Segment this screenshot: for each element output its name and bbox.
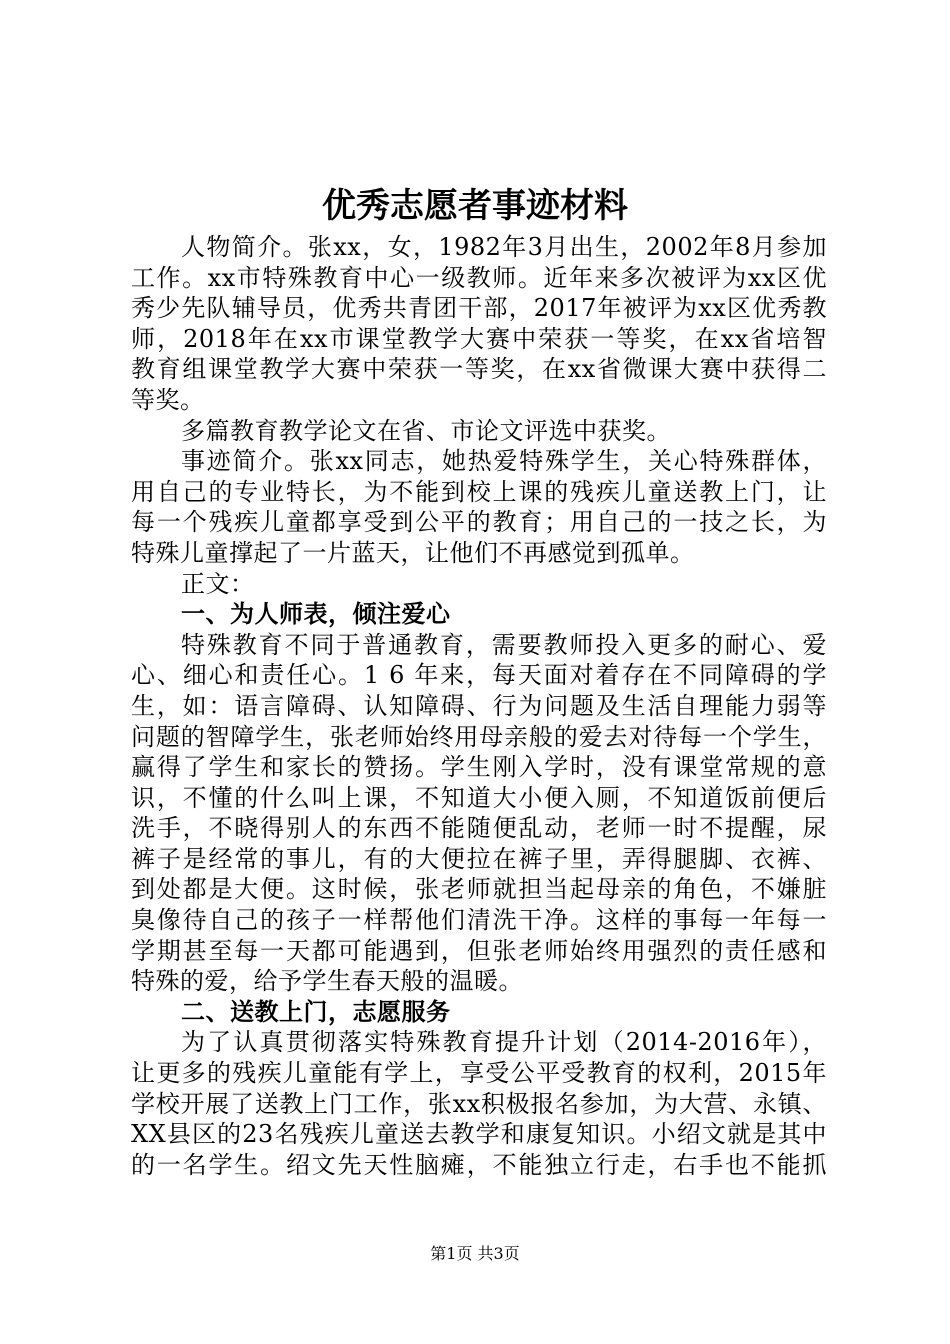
paragraph-line: 到处都是大便。这时候，张老师就担当起母亲的角色，不嫌脏	[131, 875, 827, 904]
paragraph-line: 识，不懂的什么叫上课，不知道大小便入厕，不知道饭前便后	[131, 783, 827, 812]
paragraph-line: 人物简介。张xx，女，1982年3月出生，2002年8月参加	[181, 233, 827, 261]
paragraph-line: 赢得了学生和家长的赞扬。学生刚入学时，没有课堂常规的意	[131, 753, 827, 782]
paragraph-line: 问题的智障学生，张老师始终用母亲般的爱去对待每一个学生，	[131, 722, 827, 751]
paragraph-line: 正文：	[181, 569, 255, 598]
paragraph-line: 秀少先队辅导员，优秀共青团干部，2017年被评为xx区优秀教	[131, 294, 827, 323]
section-heading: 二、送教上门，志愿服务	[181, 996, 451, 1026]
paragraph-line: 洗手，不晓得别人的东西不能随便乱动，老师一时不提醒，尿	[131, 814, 827, 843]
paragraph-line: 学校开展了送教上门工作，张xx积极报名参加，为大营、永镇、	[131, 1089, 827, 1118]
paragraph-line: 为了认真贯彻落实特殊教育提升计划（2014-2016年），	[181, 1028, 827, 1057]
paragraph-line: 特殊教育不同于普通教育，需要教师投入更多的耐心、爱	[181, 630, 827, 659]
paragraph-line: 多篇教育教学论文在省、市论文评选中获奖。	[181, 416, 671, 445]
paragraph-line: 心、细心和责任心。1 6 年来，每天面对着存在不同障碍的学	[131, 661, 827, 690]
paragraph-line: 臭像待自己的孩子一样帮他们清洗干净。这样的事每一年每一	[131, 906, 827, 935]
paragraph-line: 让更多的残疾儿童能有学上，享受公平受教育的权利，2015年	[131, 1059, 827, 1088]
paragraph-line: 特殊儿童撑起了一片蓝天，让他们不再感觉到孤单。	[131, 538, 695, 567]
paragraph-line: 师，2018年在xx市课堂教学大赛中荣获一等奖，在xx省培智	[131, 324, 827, 353]
paragraph-line: 的一名学生。绍文先天性脑瘫，不能独立行走，右手也不能抓	[131, 1150, 827, 1179]
page-footer: 第1页 共3页	[430, 1244, 520, 1263]
paragraph-line: 学期甚至每一天都可能遇到，但张老师始终用强烈的责任感和	[131, 936, 827, 965]
paragraph-line: 等奖。	[131, 385, 205, 414]
document-title: 优秀志愿者事迹材料	[322, 186, 628, 226]
paragraph-line: 特殊的爱，给予学生春天般的温暖。	[131, 967, 523, 996]
paragraph-line: XX县区的23名残疾儿童送去教学和康复知识。小绍文就是其中	[131, 1120, 827, 1149]
section-heading: 一、为人师表，倾注爱心	[181, 599, 451, 629]
paragraph-line: 事迹简介。张xx同志，她热爱特殊学生，关心特殊群体，	[181, 447, 827, 476]
document-body	[131, 232, 827, 1180]
paragraph-line: 教育组课堂教学大赛中荣获一等奖，在xx省微课大赛中获得二	[131, 355, 827, 384]
paragraph-line: 生，如：语言障碍、认知障碍、行为问题及生活自理能力弱等	[131, 691, 827, 720]
paragraph-line: 每一个残疾儿童都享受到公平的教育；用自己的一技之长，为	[131, 508, 827, 537]
paragraph-line: 工作。xx市特殊教育中心一级教师。近年来多次被评为xx区优	[131, 263, 827, 292]
paragraph-line: 裤子是经常的事儿，有的大便拉在裤子里，弄得腿脚、衣裤、	[131, 844, 827, 873]
paragraph-line: 用自己的专业特长，为不能到校上课的残疾儿童送教上门，让	[131, 477, 827, 506]
